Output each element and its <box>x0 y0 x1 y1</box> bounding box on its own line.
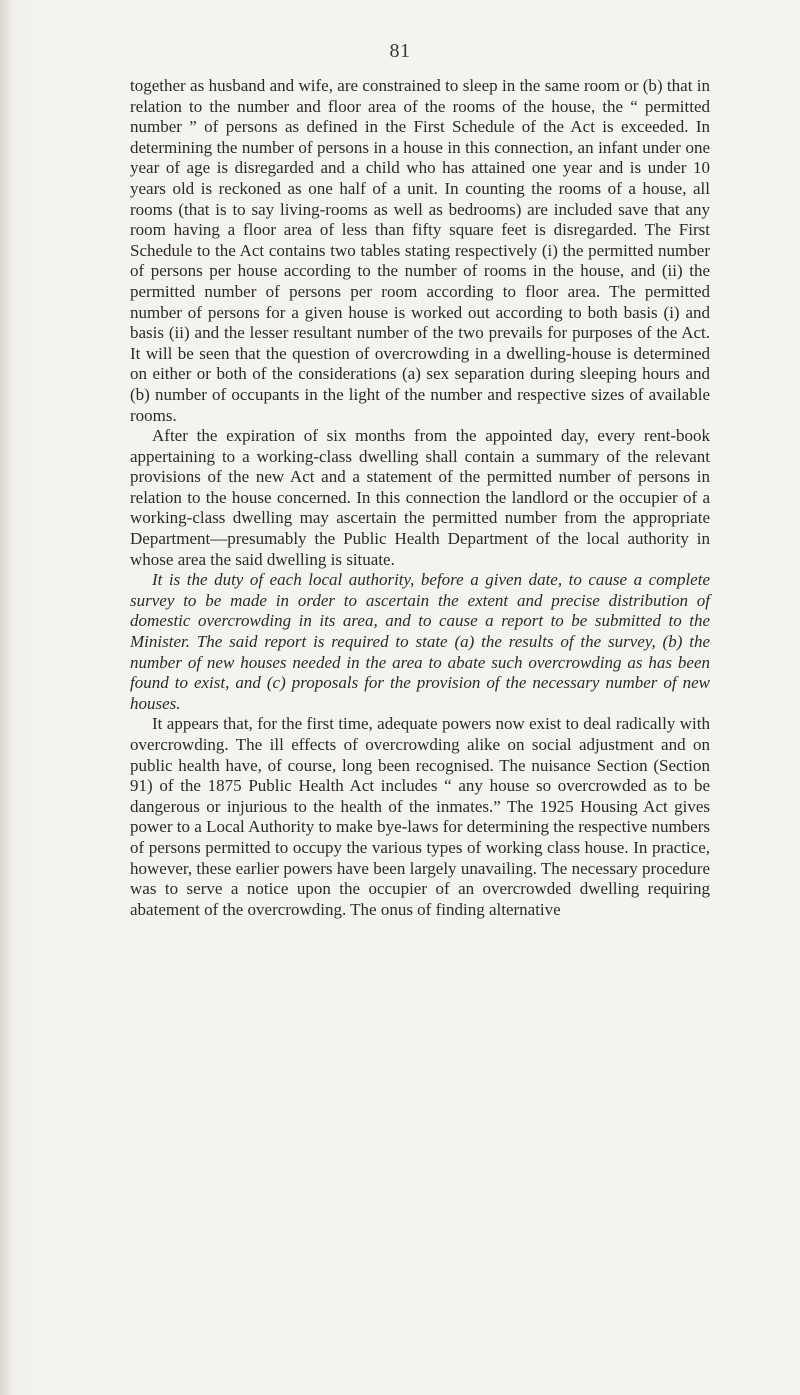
page-gutter <box>0 0 10 1395</box>
page-number: 81 <box>389 40 411 62</box>
paragraph-rent-book: After the expiration of six months from the appointed day, every rent-book appertaining to a working-class dwelling shall contain a summary of the relevant provisions of the new Act and a statement of the permitted number of persons in relation to the house concerned. In this connection the landlord or the occupier of a working-class dwelling may ascertain the permitted number from the appropriate Department—presumably the Public Health Department of the local authority in whose area the said dwelling is situate. <box>130 426 710 569</box>
paragraph-local-authority-duty: It is the duty of each local authority, before a given date, to cause a complete survey to be made in order to ascertain the extent and precise distribution of domestic overcrowding in its area, and to cause a report to be submitted to the Minister. The said report is required to state (a) the results of the survey, (b) the number of new houses needed in the area to abate such overcrowding as has been found to exist, and (c) proposals for the provision of the necessary number of new houses. <box>130 570 710 713</box>
paragraph-powers: It appears that, for the first time, adequate powers now exist to deal radically with overcrowding. The ill effects of overcrowding alike on social adjustment and on public health have, of course, long been recognised. The nuisance Section (Section 91) of the 1875 Public Health Act includes “ any house so overcrowded as to be dangerous or injurious to the health of the inmates.” The 1925 Housing Act gives power to a Local Authority to make bye-laws for determining the respective numbers of persons permitted to occupy the various types of working class house. In practice, however, these earlier powers have been largely unavailing. The necessary procedure was to serve a notice upon the occupier of an overcrowded dwelling requiring abatement of the overcrowding. The onus of finding alternative <box>130 714 710 919</box>
body-text <box>130 76 710 920</box>
paragraph-overcrowding-definition: together as husband and wife, are constrained to sleep in the same room or (b) that in relation to the number and floor area of the rooms of the house, the “ permitted number ” of persons as defined in the First Schedule of the Act is exceeded. In determining the number of persons in a house in this connection, an infant under one year of age is disregarded and a child who has attained one year and is under 10 years old is reckoned as one half of a unit. In counting the rooms of a house, all rooms (that is to say living-rooms as well as bedrooms) are included save that any room having a floor area of less than fifty square feet is disregarded. The First Schedule to the Act contains two tables stating respectively (i) the permitted number of persons per house according to the number of rooms in the house, and (ii) the permitted number of persons per room according to floor area. The permitted number of persons for a given house is worked out according to both basis (i) and basis (ii) and the lesser resultant number of the two prevails for purposes of the Act. It will be seen that the question of overcrowding in a dwelling-house is determined on either or both of the considerations (a) sex separation during sleeping hours and (b) number of occupants in the light of the number and respective sizes of available rooms. <box>130 76 710 425</box>
